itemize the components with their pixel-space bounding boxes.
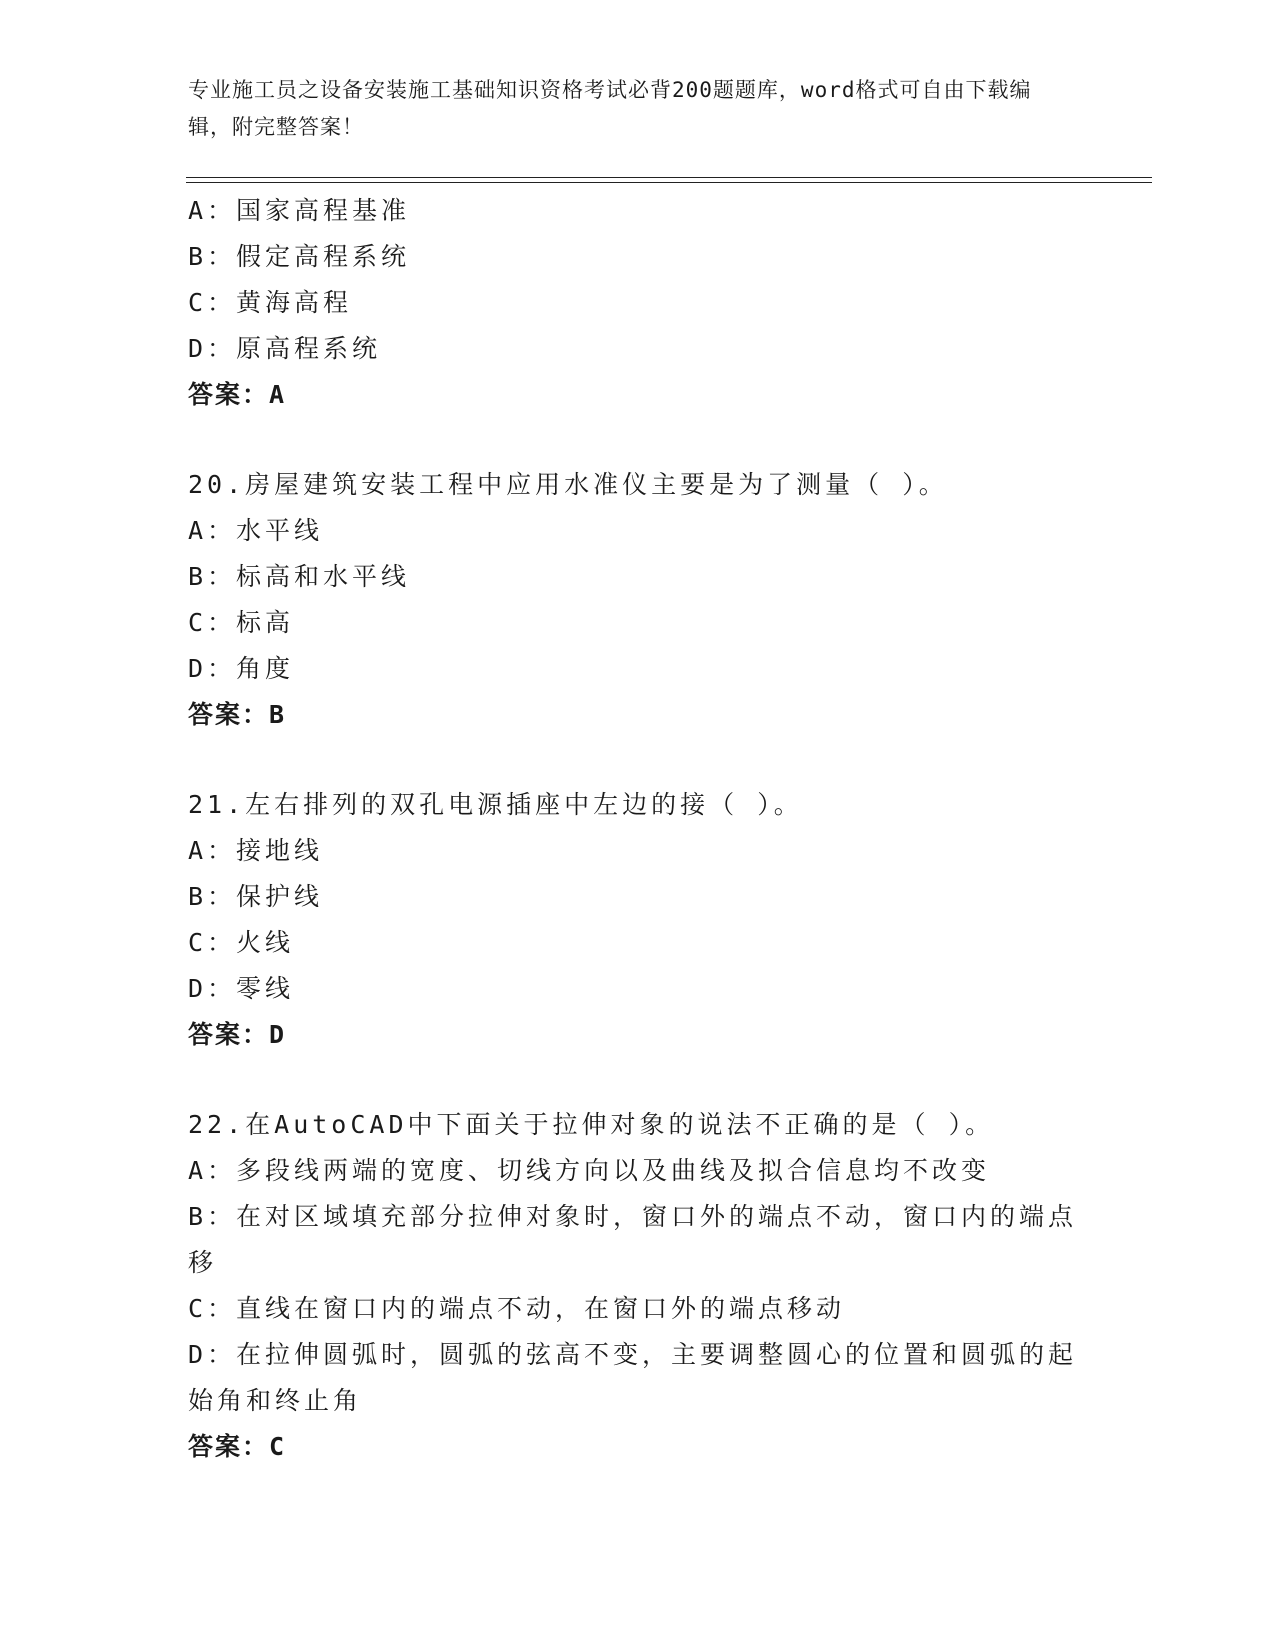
option-d: D：角度 <box>188 654 295 683</box>
option-d: D：零线 <box>188 974 295 1003</box>
header-divider-top <box>186 177 1152 178</box>
option-c: C：火线 <box>188 928 295 957</box>
answer: 答案：B <box>188 700 287 729</box>
option-c: C：黄海高程 <box>188 288 353 317</box>
spacer <box>188 418 1088 462</box>
option-b: B：保护线 <box>188 882 324 911</box>
option-d: D：原高程系统 <box>188 334 382 363</box>
question-20 <box>188 462 1088 738</box>
answer: 答案：C <box>188 1432 287 1461</box>
header-title: 专业施工员之设备安装施工基础知识资格考试必背200题题库，word格式可自由下载编辑，附完整答案！ <box>188 78 1032 139</box>
option-b: B：标高和水平线 <box>188 562 411 591</box>
spacer <box>188 738 1088 782</box>
option-a: A：国家高程基准 <box>188 196 411 225</box>
header-divider-bottom <box>186 182 1152 183</box>
option-b: B：在对区域填充部分拉伸对象时，窗口外的端点不动，窗口内的端点移 <box>188 1202 1078 1277</box>
question-19-continued <box>188 188 1088 418</box>
question-21 <box>188 782 1088 1058</box>
option-a: A：多段线两端的宽度、切线方向以及曲线及拟合信息均不改变 <box>188 1156 991 1185</box>
answer: 答案：A <box>188 380 287 409</box>
option-c: C：标高 <box>188 608 295 637</box>
option-c: C：直线在窗口内的端点不动，在窗口外的端点移动 <box>188 1294 846 1323</box>
answer: 答案：D <box>188 1020 287 1049</box>
question-list <box>188 188 1088 1470</box>
option-a: A：水平线 <box>188 516 324 545</box>
option-d: D：在拉伸圆弧时，圆弧的弦高不变，主要调整圆心的位置和圆弧的起始角和终止角 <box>188 1340 1078 1415</box>
document-header <box>188 72 1068 146</box>
question-stem: 20.房屋建筑安装工程中应用水准仪主要是为了测量（ ）。 <box>188 470 948 499</box>
option-b: B：假定高程系统 <box>188 242 411 271</box>
question-stem: 22.在AutoCAD中下面关于拉伸对象的说法不正确的是（ ）。 <box>188 1110 995 1139</box>
option-a: A：接地线 <box>188 836 324 865</box>
question-22 <box>188 1102 1088 1470</box>
question-stem: 21.左右排列的双孔电源插座中左边的接（ ）。 <box>188 790 803 819</box>
spacer <box>188 1058 1088 1102</box>
